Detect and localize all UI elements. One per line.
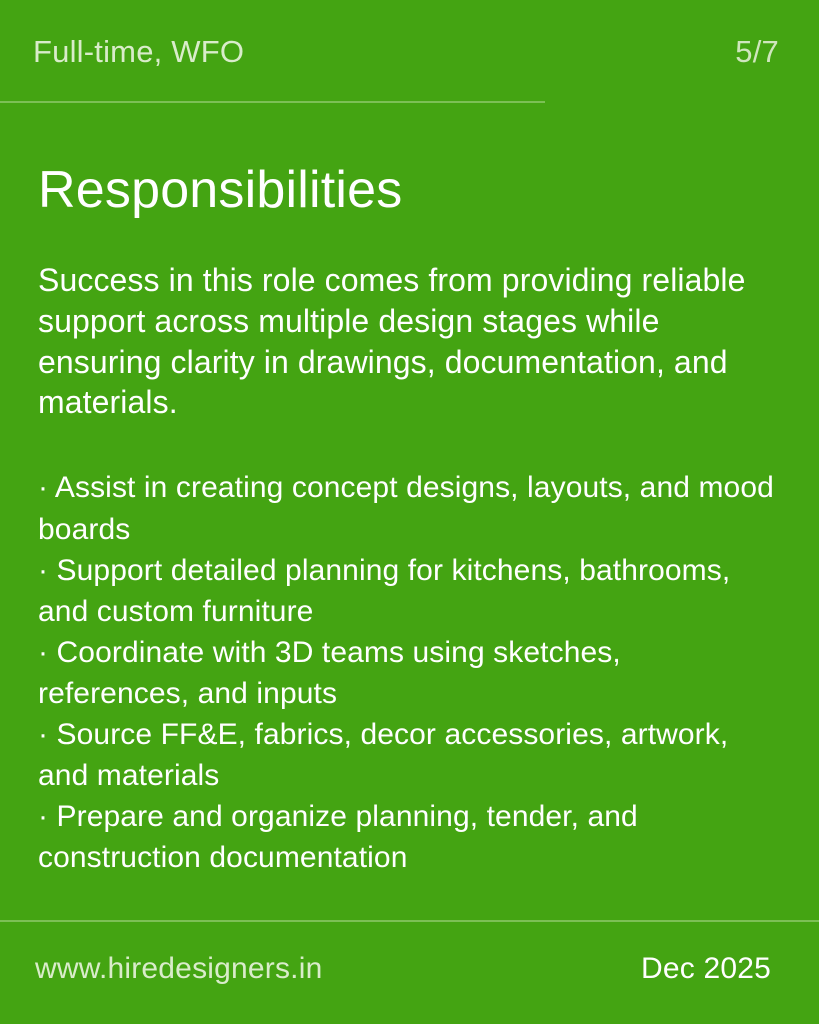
list-item: · Assist in creating concept designs, layouts, and mood boards [38, 471, 774, 546]
website-label: www.hiredesigners.in [35, 952, 323, 985]
slide-header [0, 0, 819, 103]
responsibilities-list [38, 467, 786, 878]
page-title: Responsibilities [38, 161, 403, 219]
list-item: · Coordinate with 3D teams using sketches, references, and inputs [38, 635, 621, 710]
header-divider [0, 101, 545, 103]
date-label: Dec 2025 [640, 952, 771, 985]
footer-divider [0, 920, 819, 922]
list-item: · Support detailed planning for kitchens, bathrooms, and custom furniture [38, 553, 731, 628]
intro-paragraph: Success in this role comes from providing reliable support across multiple design stages while ensuring clarity in drawings, documentation, and materials. [38, 261, 746, 421]
page-indicator: 5/7 [735, 34, 779, 69]
list-item: · Source FF&E, fabrics, decor accessories, artwork, and materials [38, 717, 729, 793]
slide-body [0, 103, 819, 920]
list-item: · Prepare and organize planning, tender, and construction documentation [38, 800, 638, 875]
slide-footer [0, 920, 819, 1024]
employment-type-label: Full-time, WFO [33, 34, 245, 69]
